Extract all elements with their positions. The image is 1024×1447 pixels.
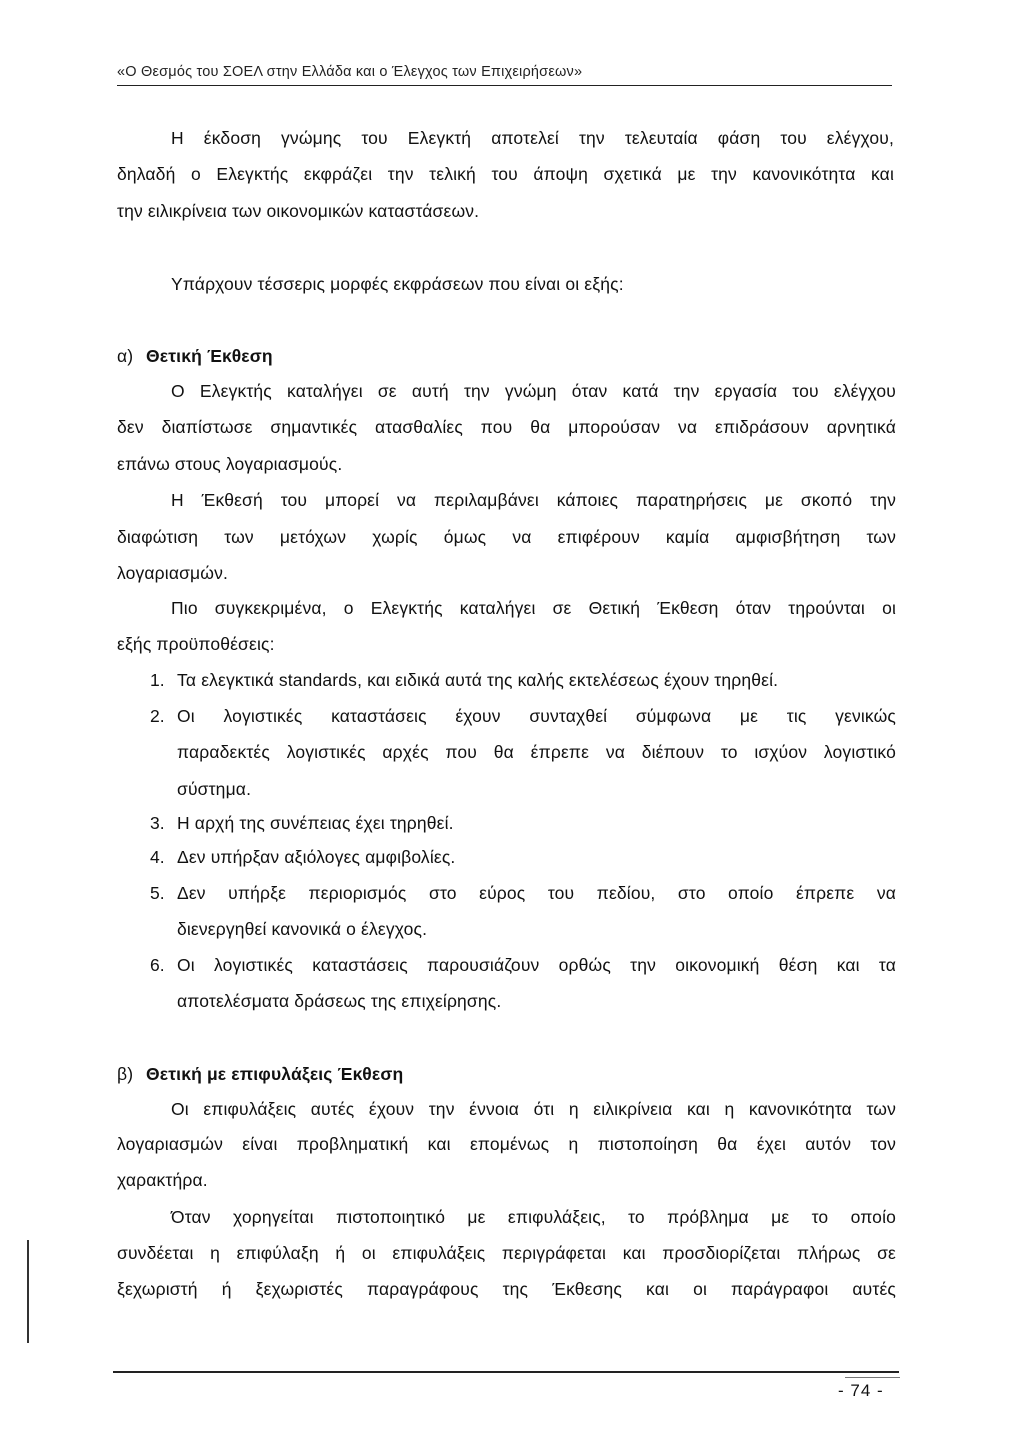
intro-line-3: την ειλικρίνεια των οικονομικών καταστάσεων. — [117, 201, 480, 221]
condition-3-number: 3. — [150, 813, 165, 833]
condition-2-number: 2. — [150, 706, 165, 726]
condition-5-line-2: διενεργηθεί κανονικά ο έλεγχος. — [177, 919, 428, 939]
section-a-p3-line-2: εξής προϋποθέσεις: — [117, 634, 275, 654]
section-b-marker: β) — [117, 1064, 134, 1084]
section-b-p2-line-3: ξεχωριστή ή ξεχωριστές παραγράφους της Έκθεσης και οι παράγραφοι αυτές — [117, 1279, 896, 1299]
section-b-p2-line-2: συνδέεται η επιφύλαξη ή οι επιφυλάξεις περιγράφεται και προσδιορίζεται πλήρως σε — [117, 1243, 896, 1263]
footer-rule-short — [845, 1377, 900, 1378]
margin-scan-line — [27, 1240, 29, 1343]
condition-1-number: 1. — [150, 670, 165, 690]
footer-rule — [113, 1371, 899, 1373]
section-b-p1-line-2: λογαριασμών είναι προβληματική και επομένως η πιστοποίηση θα έχει αυτόν τον — [117, 1134, 896, 1154]
section-a-p1-line-3: επάνω στους λογαριασμούς. — [117, 454, 343, 474]
section-a-p2-line-1: Η Έκθεσή του μπορεί να περιλαμβάνει κάποιες παρατηρήσεις με σκοπό την — [171, 490, 896, 510]
condition-5-number: 5. — [150, 883, 165, 903]
section-a-p2-line-2: διαφώτιση των μετόχων χωρίς όμως να επιφέρουν καμία αμφισβήτηση των — [117, 527, 896, 547]
intro-line-1: Η έκδοση γνώμης του Ελεγκτή αποτελεί την τελευταία φάση του ελέγχου, — [171, 128, 894, 148]
section-a-p3-line-1: Πιο συγκεκριμένα, ο Ελεγκτής καταλήγει σε Θετική Έκθεση όταν τηρούνται οι — [171, 598, 896, 618]
condition-2-line-3: σύστημα. — [177, 779, 252, 799]
condition-6-line-1: Οι λογιστικές καταστάσεις παρουσιάζουν ορθώς την οικονομική θέση και τα — [177, 955, 896, 975]
condition-3-line-1: Η αρχή της συνέπειας έχει τηρηθεί. — [177, 813, 454, 833]
page-number: - 74 - — [838, 1381, 884, 1400]
section-a-p2-line-3: λογαριασμών. — [117, 563, 229, 583]
condition-6-number: 6. — [150, 955, 165, 975]
section-a-p1-line-1: Ο Ελεγκτής καταλήγει σε αυτή την γνώμη όταν κατά την εργασία του ελέγχου — [171, 381, 896, 401]
section-b-heading: Θετική με επιφυλάξεις Έκθεση — [146, 1064, 404, 1084]
condition-6-line-2: αποτελέσματα δράσεως της επιχείρησης. — [177, 991, 502, 1011]
forms-intro: Υπάρχουν τέσσερις μορφές εκφράσεων που είναι οι εξής: — [171, 274, 624, 294]
intro-line-2: δηλαδή ο Ελεγκτής εκφράζει την τελική του άποψη σχετικά με την κανονικότητα και — [117, 164, 894, 184]
running-header: «Ο Θεσμός του ΣΟΕΛ στην Ελλάδα και ο Έλεγχος των Επιχειρήσεων» — [117, 64, 892, 86]
section-a-marker: α) — [117, 346, 134, 366]
condition-2-line-2: παραδεκτές λογιστικές αρχές που θα έπρεπε να διέπουν το ισχύον λογιστικό — [177, 742, 896, 762]
section-a-p1-line-2: δεν διαπίστωσε σημαντικές ατασθαλίες που θα μπορούσαν να επιδράσουν αρνητικά — [117, 417, 896, 437]
condition-4-number: 4. — [150, 847, 165, 867]
condition-2-line-1: Οι λογιστικές καταστάσεις έχουν συνταχθεί σύμφωνα με τις γενικώς — [177, 706, 896, 726]
section-b-p1-line-3: χαρακτήρα. — [117, 1170, 208, 1190]
condition-1-line-1: Τα ελεγκτικά standards, και ειδικά αυτά της καλής εκτελέσεως έχουν τηρηθεί. — [177, 670, 779, 690]
condition-5-line-1: Δεν υπήρξε περιορισμός στο εύρος του πεδίου, στο οποίο έπρεπε να — [177, 883, 896, 903]
section-b-p2-line-1: Όταν χορηγείται πιστοποιητικό με επιφυλάξεις, το πρόβλημα με το οποίο — [171, 1207, 896, 1227]
section-a-heading: Θετική Έκθεση — [146, 346, 273, 366]
section-b-p1-line-1: Οι επιφυλάξεις αυτές έχουν την έννοια ότι η ειλικρίνεια και η κανονικότητα των — [171, 1099, 896, 1119]
condition-4-line-1: Δεν υπήρξαν αξιόλογες αμφιβολίες. — [177, 847, 456, 867]
